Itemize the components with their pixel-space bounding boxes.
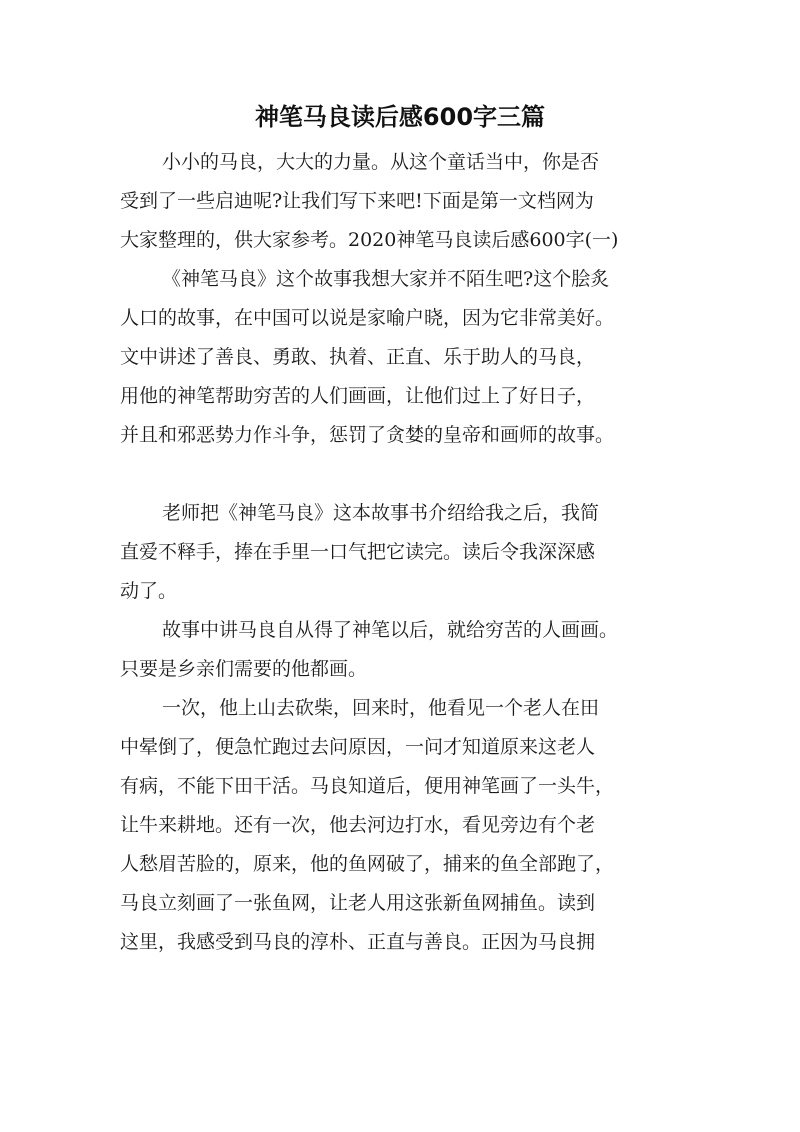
text-line: 文中讲述了善良、勇敢、执着、正直、乐于助人的马良， xyxy=(120,346,596,368)
text-line: 有病，不能下田干活。马良知道后，便用神笔画了一头牛， xyxy=(120,775,615,797)
text-line: 大家整理的，供大家参考。2020神笔马良读后感600字(一) xyxy=(120,229,619,251)
text-line: 直爱不释手，捧在手里一口气把它读完。读后令我深深感 xyxy=(120,541,596,563)
text-line: 小小的马良，大大的力量。从这个童话当中，你是否 xyxy=(162,151,600,173)
text-line: 动了。 xyxy=(120,580,178,602)
text-line: 《神笔马良》这个故事我想大家并不陌生吧?这个脍炙 xyxy=(162,268,610,290)
text-line: 并且和邪恶势力作斗争，惩罚了贪婪的皇帝和画师的故事。 xyxy=(120,424,615,446)
paragraph-4 xyxy=(120,611,680,689)
text-line: 用他的神笔帮助穷苦的人们画画，让他们过上了好日子， xyxy=(120,385,596,407)
text-line: 这里，我感受到马良的淳朴、正直与善良。正因为马良拥 xyxy=(120,931,596,953)
text-line: 受到了一些启迪呢?让我们写下来吧!下面是第一文档网为 xyxy=(120,190,594,212)
paragraph-3 xyxy=(120,494,680,611)
text-line: 马良立刻画了一张鱼网，让老人用这张新鱼网捕鱼。读到 xyxy=(120,892,596,914)
text-line: 人口的故事，在中国可以说是家喻户晓，因为它非常美好。 xyxy=(120,307,615,329)
text-line: 让牛来耕地。还有一次，他去河边打水，看见旁边有个老 xyxy=(120,814,596,836)
text-line: 老师把《神笔马良》这本故事书介绍给我之后，我简 xyxy=(162,502,600,524)
text-line: 一次，他上山去砍柴，回来时，他看见一个老人在田 xyxy=(162,697,600,719)
text-line: 中晕倒了，便急忙跑过去问原因，一问才知道原来这老人 xyxy=(120,736,596,758)
paragraph-1 xyxy=(120,143,680,260)
document-body xyxy=(120,143,680,962)
text-line: 只要是乡亲们需要的他都画。 xyxy=(120,658,368,680)
text-line: 故事中讲马良自从得了神笔以后，就给穷苦的人画画。 xyxy=(162,619,619,641)
paragraph-gap xyxy=(120,455,680,494)
paragraph-5 xyxy=(120,689,680,962)
paragraph-2 xyxy=(120,260,680,455)
text-line: 人愁眉苦脸的，原来，他的鱼网破了，捕来的鱼全部跑了， xyxy=(120,853,615,875)
document-title: 神笔马良读后感600字三篇 xyxy=(254,103,546,131)
